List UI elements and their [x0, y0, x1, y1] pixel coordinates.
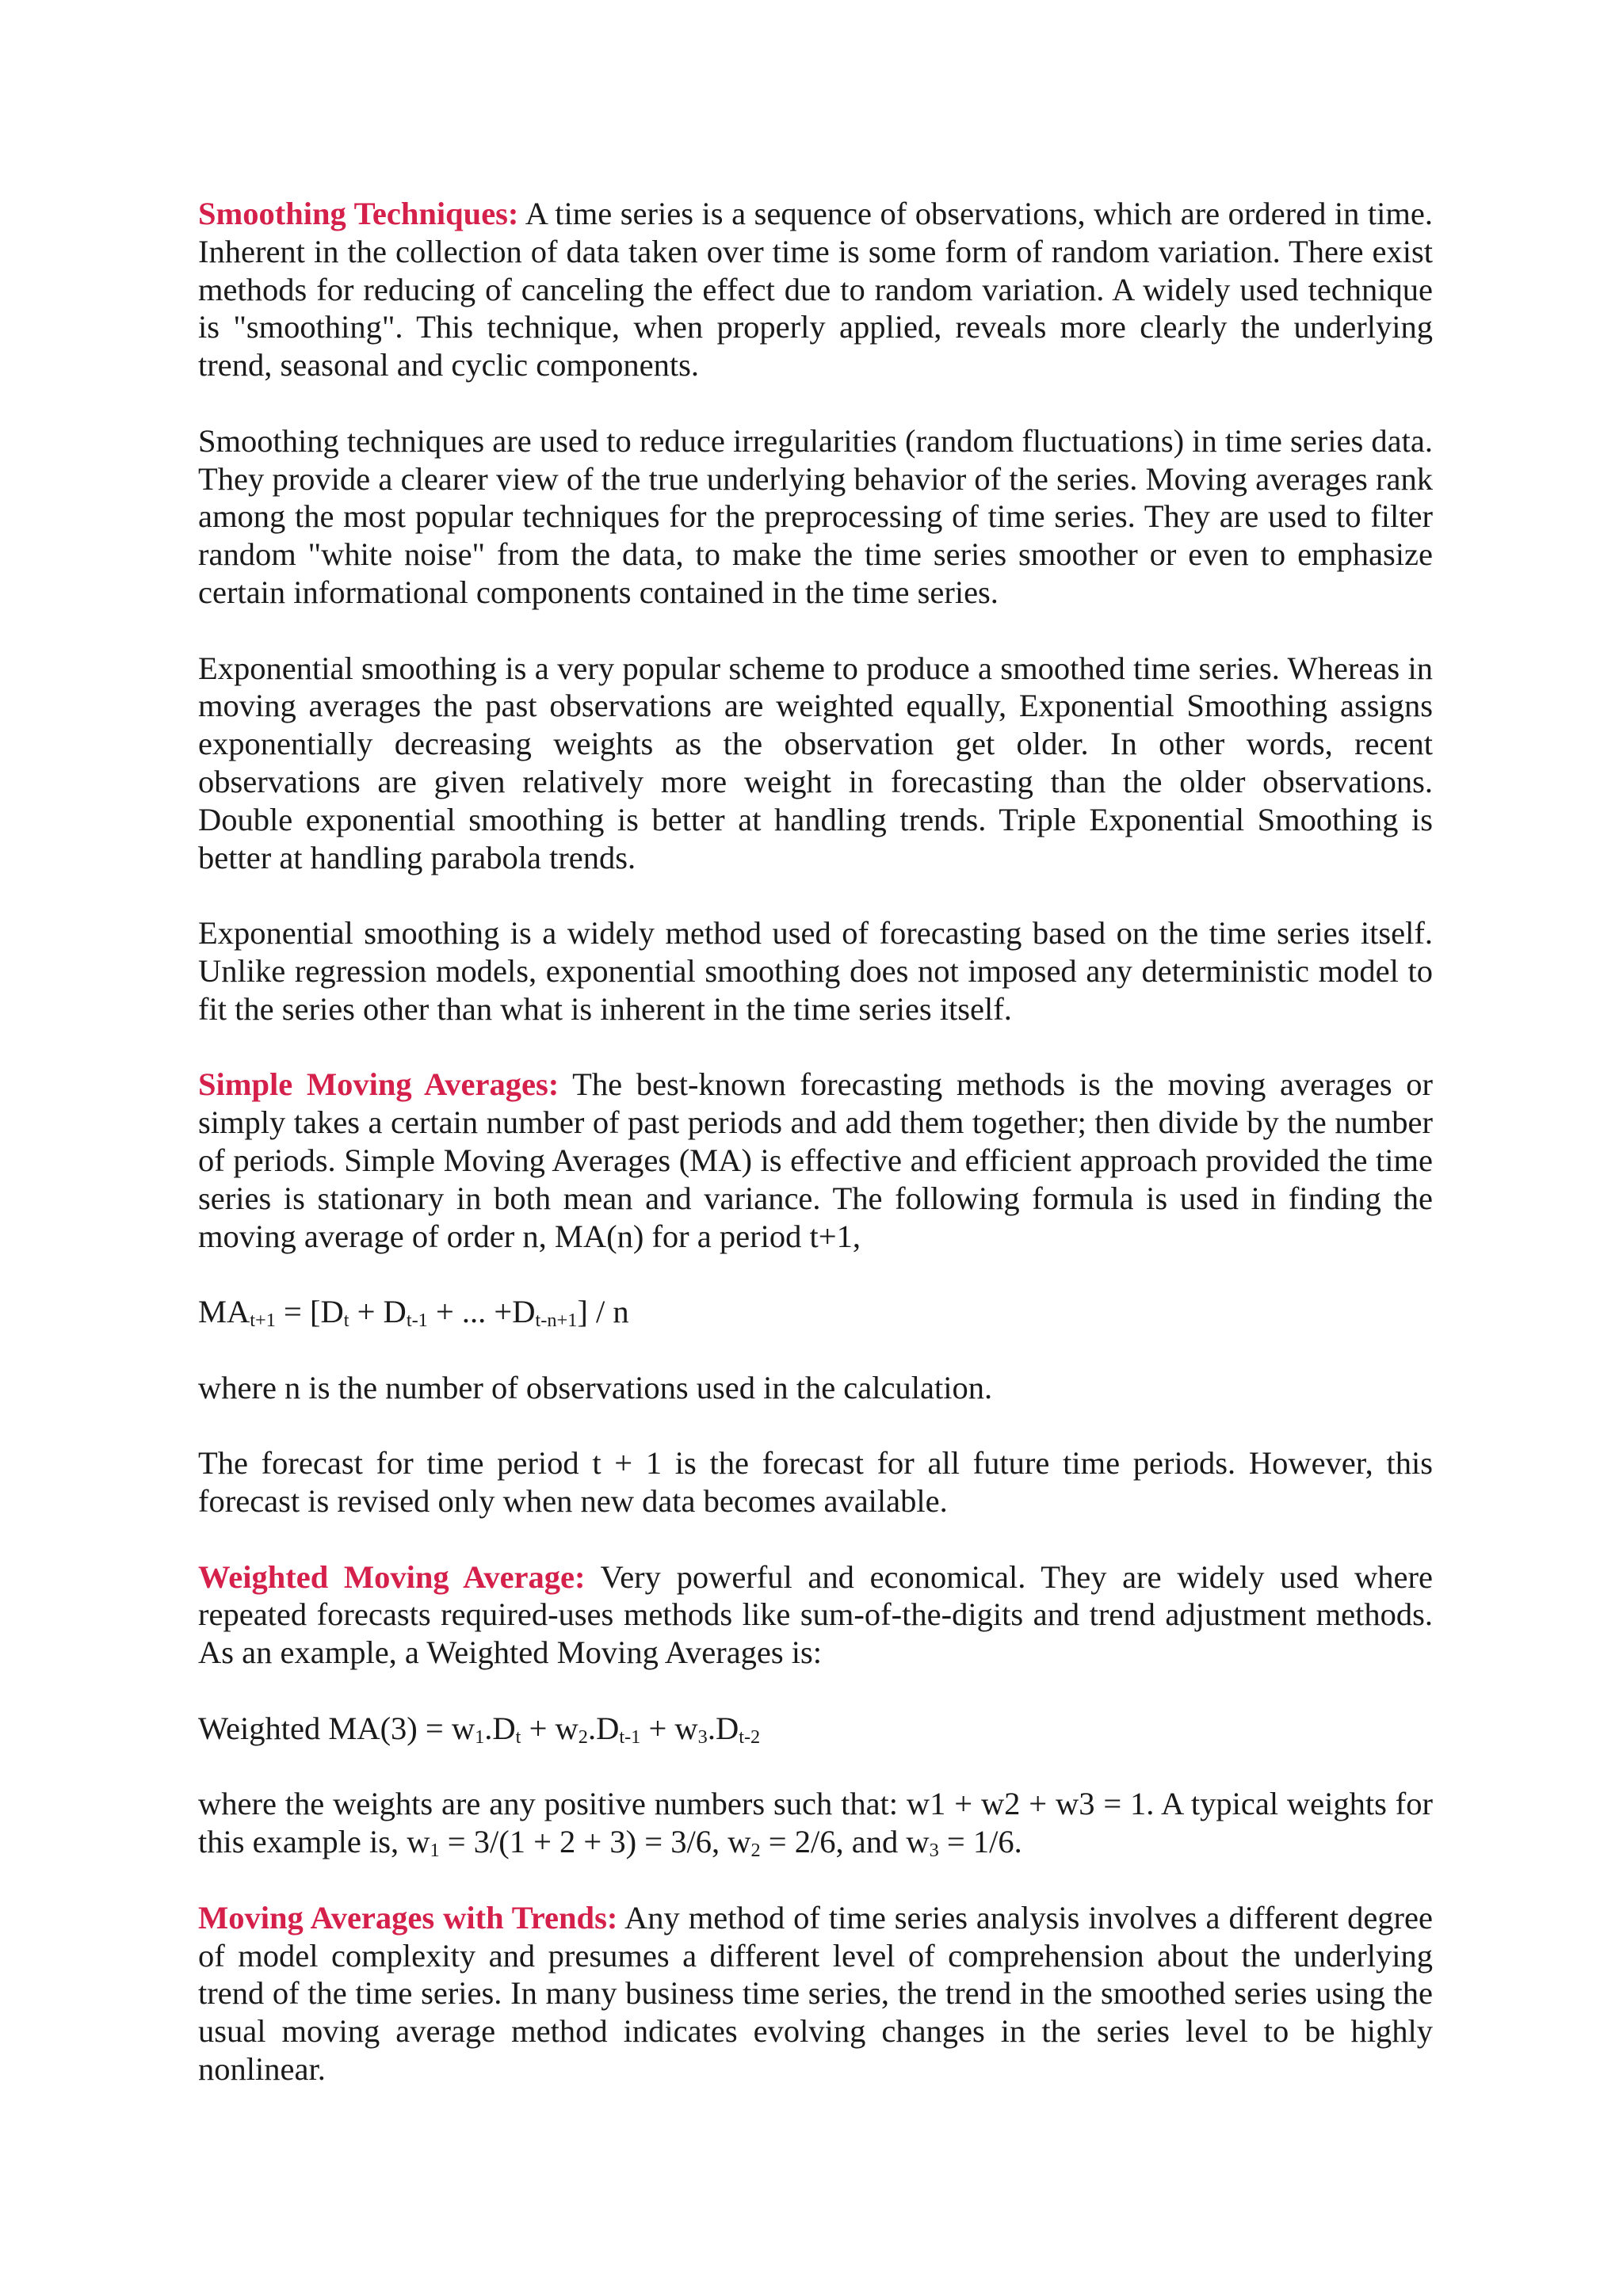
sma-text: The best-known forecasting methods is the moving averages or simply takes a certain number of past periods and add them together; then divide by the number of periods. Simple Moving Averages (MA) is effective and efficient approach provided the time series is stationary in both mean and variance. The following formula is used in finding the moving average of order n, MA(n) for a period t+1,	[198, 1066, 1433, 1254]
smoothing-techniques-heading: Smoothing Techniques:	[198, 196, 519, 231]
wma-formula: Weighted $MA(3) = w_1.D_t + w_2.D_{t-1} + w_3.D_{t-2}$	[198, 1710, 761, 1748]
smoothing-purpose-paragraph: Smoothing techniques are used to reduce irregularities (random fluctuations) in time series data. They provide a clearer view of the true underlying behavior of the series. Moving averages rank among the most popular techniques for the preprocessing of time series. They are used to filter random "white noise" from the data, to make the time series smoother or even to emphasize certain informational components contained in the time series.	[198, 422, 1433, 610]
simple-moving-averages-heading: Simple Moving Averages:	[198, 1066, 559, 1103]
exponential-smoothing-paragraph: Exponential smoothing is a very popular scheme to produce a smoothed time series. Whereas in moving averages the past observations are weighted equally, Exponential Smoothing assigns exponentially decreasing weights as the observation get older. In other words, recent observations are given relatively more weight in forecasting than the older observations. Double exponential smoothing is better at handling trends. Triple Exponential Smoothing is better at handling parabola trends.	[198, 650, 1433, 875]
wma-text: Very powerful and economical. They are widely used where repeated forecasts required-uses methods like sum-of-the-digits and trend adjustment methods. As an example, a Weighted Moving Averages is:	[198, 1558, 1433, 1671]
wma-paragraph	[198, 1558, 1433, 1672]
wma-weights-paragraph: where the weights are any positive numbers such that: w1 + w2 + w3 = 1. A typical weights for this example is, $w_1 = 3/(1 + 2 + 3) = 3/6$, $w_2 = 2/6$, and $w_3 = 1/6$.	[198, 1786, 1433, 1862]
mat-paragraph	[198, 1899, 1433, 2088]
smoothing-intro-paragraph	[198, 195, 1433, 384]
sma-paragraph	[198, 1066, 1433, 1255]
exponential-forecasting-paragraph: Exponential smoothing is a widely method used of forecasting based on the time series itself. Unlike regression models, exponential smoothing does not imposed any deterministic model to fit the series other than what is inherent in the time series itself.	[198, 915, 1433, 1027]
document-page	[198, 195, 1433, 2126]
sma-forecast-paragraph: The forecast for time period t + 1 is the forecast for all future time periods. However, this forecast is revised only when new data becomes available.	[198, 1445, 1433, 1520]
smoothing-intro-text: A time series is a sequence of observations, which are ordered in time. Inherent in the collection of data taken over time is some form of random variation. There exist methods for reducing of canceling the effect due to random variation. A widely used technique is "smoothing". This technique, when properly applied, reveals more clearly the underlying trend, seasonal and cyclic components.	[198, 196, 1434, 383]
mat-text: Any method of time series analysis involves a different degree of model complexity and presumes a different level of comprehension about the underlying trend of the time series. In many business time series, the trend in the smoothed series using the usual moving average method indicates evolving changes in the series level to be highly nonlinear.	[198, 1899, 1433, 2088]
moving-averages-with-trends-heading: Moving Averages with Trends:	[198, 1899, 618, 1936]
sma-observations-paragraph: where n is the number of observations used in the calculation.	[198, 1369, 993, 1405]
sma-formula: $MA_{t+1} = [D_t + D_{t-1}$ + ... $+D_{t-n+1}] / n$	[198, 1294, 629, 1331]
weighted-moving-average-heading: Weighted Moving Average:	[198, 1558, 586, 1595]
